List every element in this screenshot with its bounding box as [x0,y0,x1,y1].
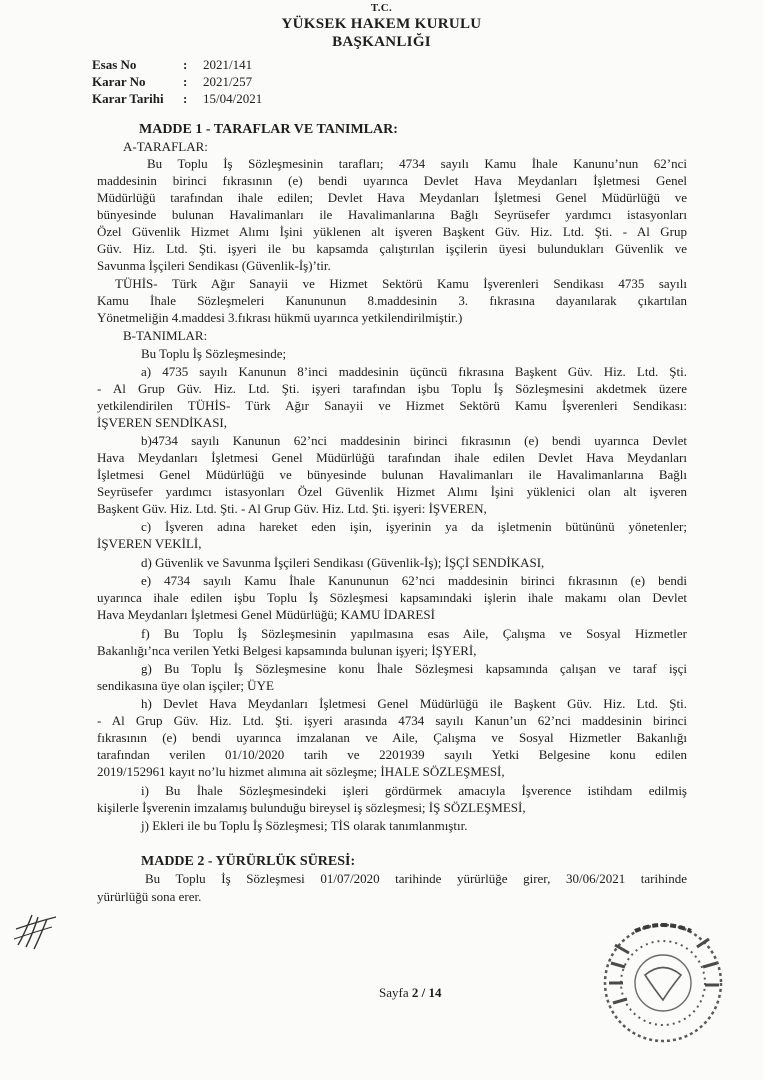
definition-d: d) Güvenlik ve Savunma İşçileri Sendikası (Güvenlik-İş); İŞÇİ SENDİKASI, [141,555,545,570]
body-line: - Al Grup Güv. Hiz. Ltd. Şti. işyeri arasında 4734 sayılı Kanun’un 62’nci maddesinin birinci [97,713,687,728]
definition-j: j) Ekleri ile bu Toplu İş Sözleşmesi; TİS olarak tanımlanmıştır. [141,818,468,833]
body-line: Güv. Hiz. Ltd. Şti. işyeri ile bu kapsamda çalıştırılan işçilerin üyesi bulundukları Güvenlik ve [97,241,687,256]
definition-b: b)4734 sayılı Kanunun 62’nci maddesinin birinci fıkrasının (e) bendi uyarınca Devlet [141,433,687,448]
official-seal-icon [585,905,735,1055]
body-line: 2019/152961 kayıt no’lu hizmet alımına ait sözleşme; İHALE SÖZLEŞMESİ, [97,764,505,779]
header-tc: T.C. [370,2,393,14]
madde-1-title: MADDE 1 - TARAFLAR VE TANIMLAR: [139,122,398,137]
header-office: BAŞKANLIĞI [332,34,431,50]
body-line: İŞVEREN SENDİKASI, [97,415,227,430]
body-line: uyarınca ihale edilen işbu Toplu İş Sözleşmesi kapsamındaki işlerin ihale makamı olan Devlet [97,590,687,605]
karar-no-label: Karar No [92,74,146,89]
body-line: fıkrasının (e) bendi uyarınca imzalanan ve Aile, Çalışma ve Sosyal Hizmetler Bakanlığı [97,730,687,745]
definition-i: i) Bu İhale Sözleşmesindeki işleri gördürmek amacıyla İşverence istihdam edilmiş [141,783,687,798]
meta-colon: : [183,57,188,72]
body-line: sendikasına üye olan işçiler; ÜYE [97,678,274,693]
karar-tarihi-label: Karar Tarihi [92,91,164,106]
body-line: Hava Meydanları İşletmesi Genel Müdürlüğü tarafından ihale edilen Devlet Hava Meydanları [97,450,687,465]
body-line: İŞVEREN VEKİLİ, [97,536,202,551]
body-line: Bu Toplu İş Sözleşmesinde; [141,346,287,361]
body-line: - Al Grup Güv. Hiz. Ltd. Şti. işyeri tarafından işbu Toplu İş Sözleşmesini akdetmek üzere [97,381,687,396]
signature-paraph-icon [12,905,62,955]
body-line: Savunma İşçileri Sendikası (Güvenlik-İş)’tir. [97,258,331,273]
page-number [379,985,441,1001]
body-line: Yönetmeliğin 4.maddesi 3.fıkrası hükmü uyarınca yetkilendirilmiştir.) [97,310,463,325]
body-line: yetkilendirilen TÜHİS- Türk Ağır Sanayii ve Hizmet Sektörü Kamu İşverenleri Sendikası: [97,398,687,413]
page-total: 14 [428,985,442,1000]
meta-colon: : [183,91,188,106]
karar-no-value: 2021/257 [203,74,253,89]
definition-g: g) Bu Toplu İş Sözleşmesine konu İhale Sözleşmesi kapsamında çalışan ve taraf işçi [141,661,687,676]
body-line: Kamu İhale Sözleşmeleri Kanununun 8.maddesinin 3. fıkrasına dayanılarak çıkartılan [97,293,687,308]
body-line: İşletmesi Genel Müdürlüğü ve bünyesinde bulunan Havalimanları ile Havalimanlarına Bağlı [97,467,687,482]
body-line: Başkent Güv. Hiz. Ltd. Şti. - Al Grup Güv. Hiz. Ltd. Şti. işyeri: İŞVEREN, [97,501,487,516]
page-current: 2 [411,985,419,1000]
body-line: Bakanlığı’nca verilen Yetki Belgesi kapsamında bulunan işyeri; İŞYERİ, [97,643,477,658]
definition-e: e) 4734 sayılı Kamu İhale Kanununun 62’nci maddesinin birinci fıkrasının (e) bendi [141,573,687,588]
karar-tarihi-value: 15/04/2021 [203,91,263,106]
definition-a: a) 4735 sayılı Kanunun 8’inci maddesinin üçüncü fıkrasına Başkent Güv. Hiz. Ltd. Şti. [141,364,687,379]
body-line: Özel Güvenlik Hizmet Alımı İşini yüklenen alt işveren Başkent Güv. Hiz. Ltd. Şti. - Al Grup [97,224,687,239]
page-label: Sayfa [379,985,409,1000]
body-line: Bu Toplu İş Sözleşmesinin tarafları; 4734 sayılı Kamu İhale Kanunu’nun 62’nci [147,156,687,171]
body-line: bünyesinde bulunan Havalimanları ile Havalimanlarına Bağlı Seyrüsefer yardımcı istasyonları [97,207,687,222]
page-separator: / [421,985,426,1000]
esas-no-value: 2021/141 [203,57,253,72]
definition-c: c) İşveren adına hareket eden işin, işyerinin ya da işletmenin bütününü yönetenler; [141,519,687,534]
body-line: Hava Meydanları İşletmesi Genel Müdürlüğü; KAMU İDARESİ [97,607,435,622]
esas-no-label: Esas No [92,57,137,72]
meta-colon: : [183,74,188,89]
body-line: maddesinin birinci fıkrasının (e) bendi uyarınca Devlet Hava Meydanları İşletmesi Genel [97,173,687,188]
madde-2-title: MADDE 2 - YÜRÜRLÜK SÜRESİ: [141,854,356,869]
body-line: Bu Toplu İş Sözleşmesi 01/07/2020 tarihinde yürürlüğe girer, 30/06/2021 tarihinde [145,871,687,886]
subheading-tanimlar: B-TANIMLAR: [123,328,208,343]
body-line: Müdürlüğü tarafından ihale edilen; Devlet Hava Meydanları İşletmesi Genel Müdürlüğü ve [97,190,687,205]
definition-f: f) Bu Toplu İş Sözleşmesinin yapılmasına esas Aile, Çalışma ve Sosyal Hizmetler [141,626,687,641]
definition-h: h) Devlet Hava Meydanları İşletmesi Genel Müdürlüğü ile Başkent Güv. Hiz. Ltd. Şti. [141,696,687,711]
header-institution: YÜKSEK HAKEM KURULU [281,16,482,32]
body-line: yürürlüğü sona erer. [97,889,202,904]
body-line: tarafından verilen 01/10/2020 tarih ve 2201939 sayılı Yetki Belgesine konu edilen [97,747,687,762]
subheading-taraflar: A-TARAFLAR: [123,139,208,154]
body-line: TÜHİS- Türk Ağır Sanayii ve Hizmet Sektörü Kamu İşverenleri Sendikası 4735 sayılı [115,276,687,291]
body-line: Seyrüsefer yardımcı istasyonları Özel Güvenlik Hizmet Alımı İşini yüklenici olan alt işveren [97,484,687,499]
body-line: kişilerle İşverenin imzalamış bulunduğu bireysel iş sözleşmesi; İŞ SÖZLEŞMESİ, [97,800,526,815]
